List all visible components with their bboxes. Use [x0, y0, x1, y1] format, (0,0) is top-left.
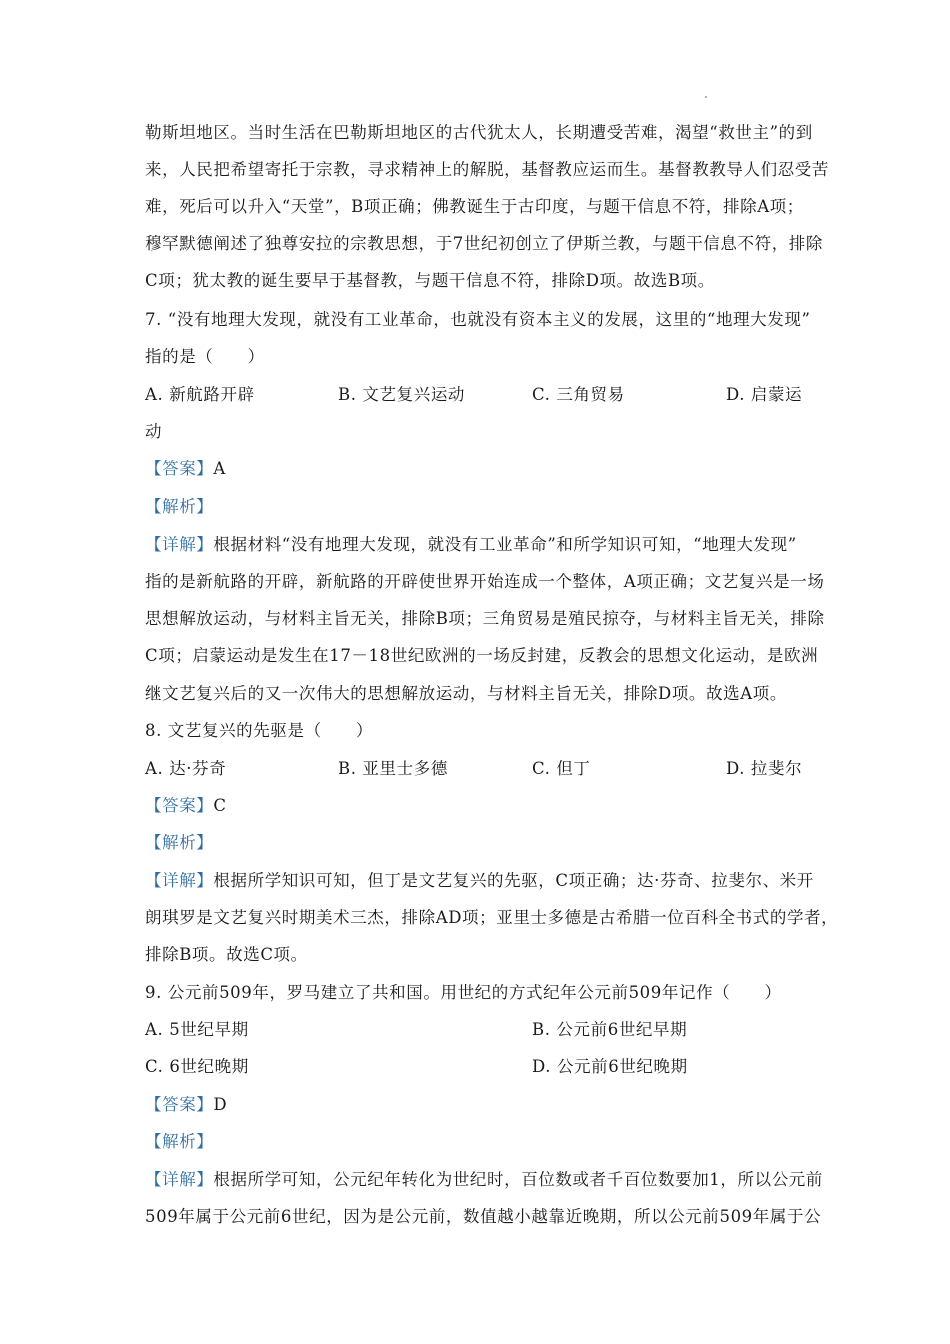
- q8-analysis-line: [145, 833, 213, 853]
- q8-option-d: D. 拉斐尔: [726, 759, 803, 778]
- q7-answer-line: [145, 459, 226, 479]
- intro-line-3: 难，死后可以升入“天堂”，B项正确；佛教诞生于古印度，与题干信息不符，排除A项；: [145, 197, 804, 216]
- q8-stem: 8. 文艺复兴的先驱是（ ）: [145, 721, 373, 740]
- intro-line-4: 穆罕默德阐述了独尊安拉的宗教思想，于7世纪初创立了伊斯兰教，与题干信息不符，排除: [145, 234, 823, 253]
- q7-detail-line-5: 继文艺复兴后的又一次伟大的思想解放运动，与材料主旨无关，排除D项。故选A项。: [145, 684, 787, 703]
- q7-option-c: C. 三角贸易: [532, 385, 625, 404]
- q8-analysis-tag: 【解析】: [145, 833, 214, 852]
- q9-detail-tag: 【详解】: [145, 1170, 214, 1189]
- q9-detail-line-2: 509年属于公元前6世纪，因为是公元前，数值越小越靠近晚期，所以公元前509年属于公: [145, 1207, 822, 1226]
- q8-option-c: C. 但丁: [532, 759, 591, 778]
- q9-answer-line: [145, 1095, 227, 1115]
- q7-option-d: D. 启蒙运: [726, 385, 803, 404]
- q7-option-b: B. 文艺复兴运动: [338, 385, 466, 404]
- q8-answer-line: [145, 796, 227, 816]
- q8-option-a: A. 达·芬奇: [145, 759, 227, 778]
- q9-analysis-tag: 【解析】: [145, 1132, 214, 1151]
- q8-detail-line-1: [145, 871, 814, 891]
- q9-analysis-line: [145, 1132, 213, 1152]
- q9-option-a: A. 5世纪早期: [145, 1020, 249, 1039]
- q9-option-d: D. 公元前6世纪晚期: [532, 1057, 688, 1076]
- q9-option-b: B. 公元前6世纪早期: [532, 1020, 688, 1039]
- q7-option-a: A. 新航路开辟: [145, 385, 255, 404]
- q8-detail-line-3: 排除B项。故选C项。: [145, 945, 308, 964]
- q9-detail-line-1: [145, 1170, 823, 1190]
- q7-analysis-line: [145, 497, 213, 517]
- q7-detail-line-4: C项；启蒙运动是发生在17－18世纪欧洲的一场反封建，反教会的思想文化运动，是欧洲: [145, 646, 819, 665]
- q8-answer-tag: 【答案】: [145, 796, 214, 815]
- intro-line-2: 来，人民把希望寄托于宗教，寻求精神上的解脱，基督教应运而生。基督教教导人们忍受苦: [145, 160, 829, 179]
- q9-answer-tag: 【答案】: [145, 1095, 214, 1114]
- q7-detail-tag: 【详解】: [145, 535, 214, 554]
- intro-line-1: 勒斯坦地区。当时生活在巴勒斯坦地区的古代犹太人，长期遭受苦难，渴望“救世主”的到: [145, 123, 813, 142]
- q7-detail-line-2: 指的是新航路的开辟，新航路的开辟使世界开始连成一个整体，A项正确；文艺复兴是一场: [145, 572, 825, 591]
- q7-stem-line-2: 指的是（ ）: [145, 347, 265, 366]
- q7-analysis-tag: 【解析】: [145, 497, 214, 516]
- q7-stem-line-1: 7. “没有地理大发现，就没有工业革命，也就没有资本主义的发展，这里的“地理大发现”: [145, 310, 811, 329]
- q7-answer-tag: 【答案】: [145, 459, 214, 478]
- q9-stem: 9. 公元前509年，罗马建立了共和国。用世纪的方式纪年公元前509年记作（ ）: [145, 983, 782, 1002]
- page-mark: [705, 96, 707, 98]
- q7-detail-text-1: 根据材料“没有地理大发现，就没有工业革命”和所学知识可知，“地理大发现”: [213, 535, 797, 554]
- q8-detail-line-2: 朗琪罗是文艺复兴时期美术三杰，排除AD项；亚里士多德是古希腊一位百科全书式的学者，: [145, 908, 839, 927]
- q8-detail-text-1: 根据所学知识可知，但丁是文艺复兴的先驱，C项正确；达·芬奇、拉斐尔、米开: [213, 871, 814, 890]
- q8-answer: C: [213, 796, 227, 815]
- q7-option-d-cont: 动: [145, 422, 163, 441]
- q8-option-b: B. 亚里士多德: [338, 759, 448, 778]
- q9-answer: D: [213, 1095, 228, 1114]
- q9-option-c: C. 6世纪晚期: [145, 1057, 249, 1076]
- q7-detail-line-3: 思想解放运动，与材料主旨无关，排除B项；三角贸易是殖民掠夺，与材料主旨无关，排除: [145, 609, 825, 628]
- q7-detail-line-1: [145, 535, 797, 555]
- q8-detail-tag: 【详解】: [145, 871, 214, 890]
- intro-line-5: C项；犹太教的诞生要早于基督教，与题干信息不符，排除D项。故选B项。: [145, 271, 715, 290]
- q7-answer: A: [213, 459, 226, 478]
- q9-detail-text-1: 根据所学可知，公元纪年转化为世纪时，百位数或者千百位数要加1，所以公元前: [213, 1170, 824, 1189]
